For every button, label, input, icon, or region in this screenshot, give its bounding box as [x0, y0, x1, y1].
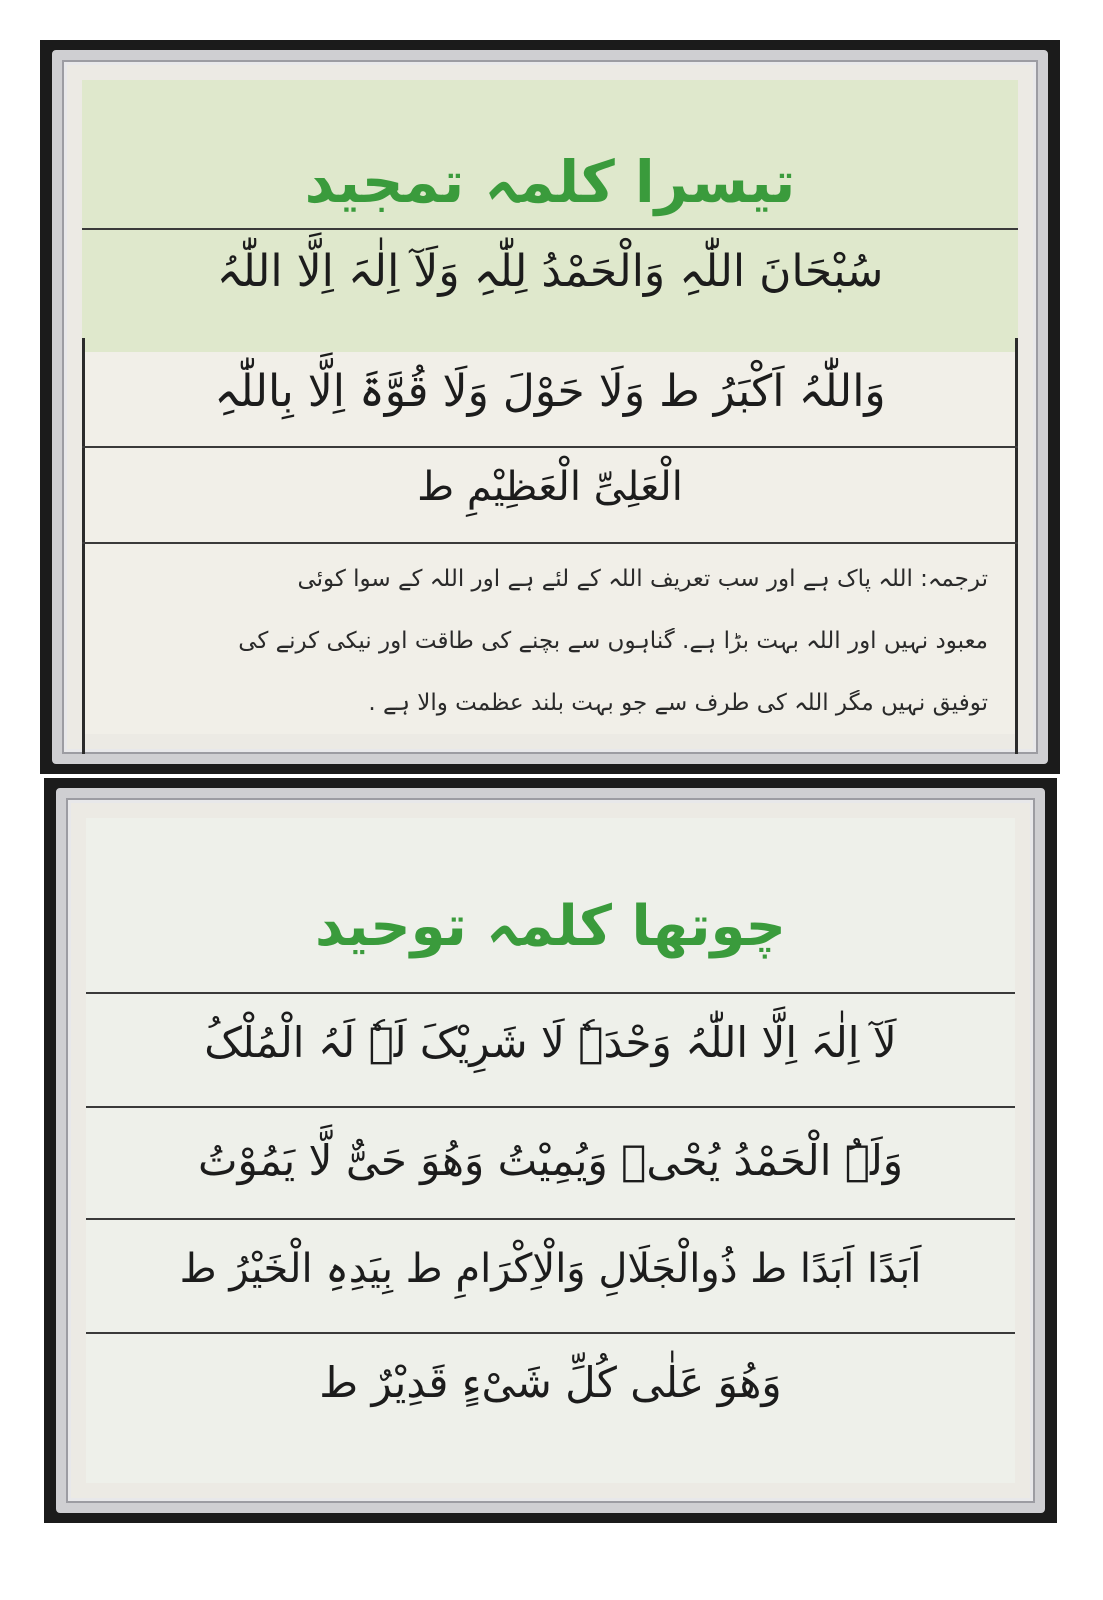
- kalima-4-arabic-line-2: وَلَہُ الْحَمْدُ یُحْیٖ وَیُمِیْتُ وَھُوَ حَیٌّ لَّا یَمُوْتُ: [197, 1136, 904, 1185]
- divider: [86, 1332, 1015, 1334]
- kalima-4-page: [86, 818, 1015, 1483]
- kalima-3-page: [82, 80, 1018, 734]
- kalima-3-arabic-line-3: الْعَلِیِّ الْعَظِیْمِ ط: [417, 464, 683, 510]
- kalima-3-translation-line-1: ترجمہ: اللہ پاک ہے اور سب تعریف اللہ کے لئے ہے اور اللہ کے سوا کوئی: [297, 566, 988, 592]
- kalima-3-arabic-line-1: سُبْحَانَ اللّٰہِ وَالْحَمْدُ لِلّٰہِ وَلَآ اِلٰہَ اِلَّا اللّٰہُ: [216, 246, 884, 297]
- kalima-4-arabic-line-3: اَبَدًا اَبَدًا ط ذُوالْجَلَالِ وَالْاِکْرَامِ ط بِیَدِہِ الْخَیْرُ ط: [179, 1246, 922, 1292]
- kalima-4-arabic-line-1: لَآ اِلٰہَ اِلَّا اللّٰہُ وَحْدَہٗ لَا شَرِیْکَ لَہٗ لَہُ الْمُلْکُ: [204, 1018, 897, 1067]
- kalima-3-title: تیسرا کلمہ تمجید: [304, 148, 796, 216]
- divider: [82, 542, 1018, 544]
- kalima-4-frame: [56, 788, 1045, 1513]
- kalima-4-arabic-line-4: وَھُوَ عَلٰی کُلِّ شَیْءٍ قَدِیْرٌ ط: [319, 1358, 782, 1407]
- kalima-3-card: [40, 40, 1060, 774]
- divider: [86, 1218, 1015, 1220]
- divider: [82, 446, 1018, 448]
- kalima-3-translation-line-2: معبود نہیں اور اللہ بہت بڑا ہے. گناہوں سے بچنے کی طاقت اور نیکی کرنے کی: [238, 628, 988, 654]
- divider: [82, 228, 1018, 230]
- kalima-4-card: [44, 778, 1057, 1523]
- kalima-3-arabic-line-2: وَاللّٰہُ اَکْبَرُ ط وَلَا حَوْلَ وَلَا قُوَّۃَ اِلَّا بِاللّٰہِ: [214, 366, 886, 417]
- kalima-3-frame: [52, 50, 1048, 764]
- divider: [86, 992, 1015, 994]
- kalima-3-translation-line-3: توفیق نہیں مگر اللہ کی طرف سے جو بہت بلند عظمت والا ہے .: [368, 690, 988, 716]
- kalima-4-title: چوتھا کلمہ توحید: [315, 894, 786, 959]
- divider: [86, 1106, 1015, 1108]
